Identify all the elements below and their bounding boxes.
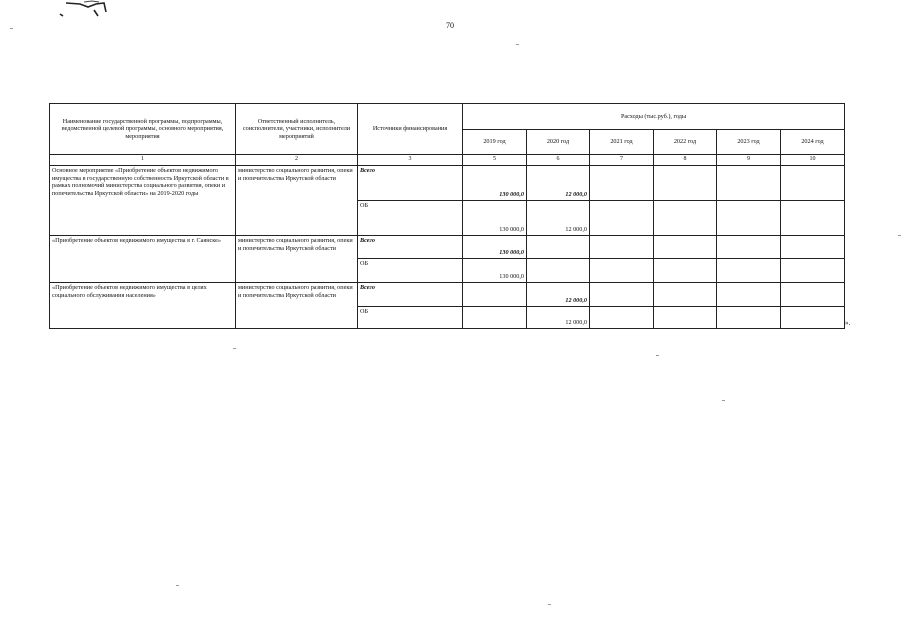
header-year: 2020 год [527, 130, 590, 155]
closing-quote: ». [845, 319, 851, 327]
value-cell [590, 166, 654, 201]
header-year: 2022 год [654, 130, 717, 155]
value-cell [781, 201, 845, 236]
value-cell [717, 166, 781, 201]
scan-speck [10, 28, 13, 29]
header-year: 2021 год [590, 130, 654, 155]
value-cell [654, 307, 717, 329]
value-cell: 12 000,0 [527, 283, 590, 307]
scan-speck [656, 355, 659, 356]
header-year: 2024 год [781, 130, 845, 155]
value-cell [590, 307, 654, 329]
value-cell [590, 236, 654, 259]
scan-speck [548, 604, 551, 605]
column-index: 6 [527, 155, 590, 166]
column-index: 10 [781, 155, 845, 166]
table-row [50, 166, 845, 201]
page-number: 70 [446, 21, 454, 30]
source-total-cell: Всего [358, 236, 463, 259]
value-cell [717, 307, 781, 329]
value-cell: 130 000,0 [463, 236, 527, 259]
column-index: 7 [590, 155, 654, 166]
value-cell [781, 307, 845, 329]
column-index-row [50, 155, 845, 166]
header-year: 2023 год [717, 130, 781, 155]
scan-speck [176, 585, 179, 586]
value-cell [654, 201, 717, 236]
value-cell [781, 259, 845, 283]
value-cell [590, 283, 654, 307]
source-total-cell: Всего [358, 166, 463, 201]
row-executor-cell: министерство социального развития, опеки и попечительства Иркутской области [236, 283, 358, 329]
value-cell [654, 259, 717, 283]
table-header-row [50, 104, 845, 130]
column-index: 3 [358, 155, 463, 166]
value-cell: 130 000,0 [463, 166, 527, 201]
value-cell: 12 000,0 [527, 201, 590, 236]
value-cell: 12 000,0 [527, 166, 590, 201]
value-cell: 130 000,0 [463, 201, 527, 236]
value-cell [781, 236, 845, 259]
header-source: Источники финансирования [358, 104, 463, 155]
value-cell [654, 283, 717, 307]
column-index: 8 [654, 155, 717, 166]
scan-speck [722, 400, 725, 401]
column-index: 2 [236, 155, 358, 166]
value-cell [654, 166, 717, 201]
header-executor: Ответственный исполнитель, соисполнители, участники, исполнители мероприятий [236, 104, 358, 155]
header-name: Наименование государственной программы, подпрограммы, ведомственной целевой программы, основного мероприятия, мероприятия [50, 104, 236, 155]
scan-speck [516, 44, 519, 45]
column-index: 1 [50, 155, 236, 166]
row-name-cell: «Приобретение объектов недвижимого имущества в г. Саянске» [50, 236, 236, 283]
value-cell [527, 259, 590, 283]
value-cell [463, 283, 527, 307]
value-cell [590, 201, 654, 236]
value-cell [717, 201, 781, 236]
source-total-cell: Всего [358, 283, 463, 307]
scan-corner-mark [58, 0, 113, 18]
scan-speck [233, 348, 236, 349]
value-cell [717, 283, 781, 307]
source-ob-cell: ОБ [358, 201, 463, 236]
value-cell [463, 307, 527, 329]
row-executor-cell: министерство социального развития, опеки и попечительства Иркутской области [236, 236, 358, 283]
value-cell [781, 283, 845, 307]
header-expenses: Расходы (тыс.руб.), годы [463, 104, 845, 130]
budget-table [49, 103, 845, 329]
source-ob-cell: ОБ [358, 259, 463, 283]
value-cell [590, 259, 654, 283]
column-index: 5 [463, 155, 527, 166]
value-cell [717, 259, 781, 283]
scan-speck [898, 235, 901, 236]
header-year: 2019 год [463, 130, 527, 155]
row-name-cell: «Приобретение объектов недвижимого имущества в целях социального обслуживания населения» [50, 283, 236, 329]
value-cell: 130 000,0 [463, 259, 527, 283]
value-cell [654, 236, 717, 259]
value-cell [717, 236, 781, 259]
row-executor-cell: министерство социального развития, опеки и попечительства Иркутской области [236, 166, 358, 236]
value-cell [527, 236, 590, 259]
table-row [50, 283, 845, 307]
value-cell: 12 000,0 [527, 307, 590, 329]
row-name-cell: Основное мероприятие «Приобретение объектов недвижимого имущества в государственную собственность Иркутской области в рамках полномочий министерства социального развития, опеки и попечительства Иркутской области» на 2019-2020 годы [50, 166, 236, 236]
column-index: 9 [717, 155, 781, 166]
value-cell [781, 166, 845, 201]
source-ob-cell: ОБ [358, 307, 463, 329]
table-row [50, 236, 845, 259]
